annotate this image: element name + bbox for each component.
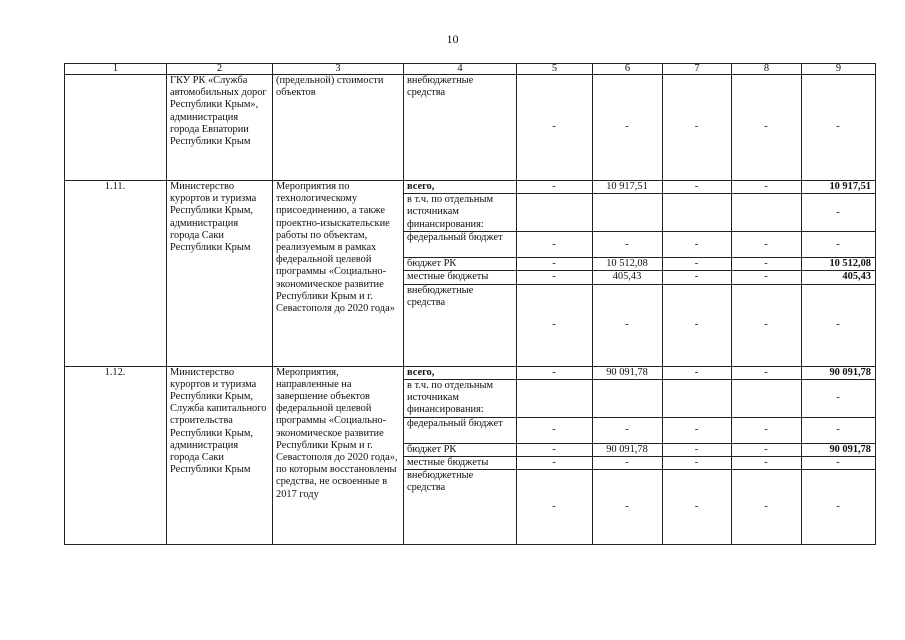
col-header-9: 9 xyxy=(802,64,876,75)
col-header-7: 7 xyxy=(663,64,732,75)
value-cell: - xyxy=(517,366,593,379)
measure-cell: (предельной) стоимости объектов xyxy=(273,75,404,181)
table-row xyxy=(65,181,876,194)
value-cell xyxy=(732,194,802,232)
table-row xyxy=(65,75,876,181)
value-cell: - xyxy=(732,75,802,181)
value-cell xyxy=(517,194,593,232)
value-cell: 90 091,78 xyxy=(593,443,663,456)
value-cell xyxy=(593,379,663,417)
value-cell: - xyxy=(732,457,802,470)
value-cell: - xyxy=(732,258,802,271)
source-label: в т.ч. по отдельным источникам финансирования: xyxy=(404,194,517,232)
value-cell: - xyxy=(517,470,593,545)
value-cell: - xyxy=(732,366,802,379)
value-cell: - xyxy=(517,75,593,181)
col-header-8: 8 xyxy=(732,64,802,75)
measure-cell: Мероприятия по технологическому присоединению, а также проектно-изыскательские работы по объектам, реализуемым в рамках федеральной целевой программы «Социально-экономическое развитие Республики Крым и г. Севастополя до 2020 года» xyxy=(273,181,404,367)
value-cell: - xyxy=(663,75,732,181)
value-cell: - xyxy=(593,284,663,366)
value-cell: - xyxy=(517,258,593,271)
value-cell: 405,43 xyxy=(593,271,663,284)
value-cell: - xyxy=(663,284,732,366)
value-cell xyxy=(663,194,732,232)
value-cell: 10 512,08 xyxy=(802,258,876,271)
value-cell: 10 512,08 xyxy=(593,258,663,271)
value-cell xyxy=(593,194,663,232)
source-label: внебюджетные средства xyxy=(404,284,517,366)
value-cell: - xyxy=(732,470,802,545)
value-cell: - xyxy=(802,194,876,232)
col-header-6: 6 xyxy=(593,64,663,75)
source-label: бюджет РК xyxy=(404,443,517,456)
row-number: 1.12. xyxy=(65,366,167,545)
value-cell: - xyxy=(517,284,593,366)
value-cell: - xyxy=(517,443,593,456)
measure-cell: Мероприятия, направленные на завершение объектов федеральной целевой программы «Социально-экономическое развитие Республики Крым и г. Севастополя до 2020 года», по которым восстановлены средства, не освоенные в 2017 году xyxy=(273,366,404,545)
source-label: всего, xyxy=(404,181,517,194)
value-cell xyxy=(663,379,732,417)
executor-cell: Министерство курортов и туризма Республики Крым, Служба капитального строительства Республики Крым, администрация города Саки Республики Крым xyxy=(167,366,273,545)
page-number: 10 xyxy=(446,32,459,46)
value-cell: - xyxy=(593,457,663,470)
value-cell: - xyxy=(517,457,593,470)
value-cell: - xyxy=(732,271,802,284)
value-cell: - xyxy=(802,379,876,417)
value-cell: - xyxy=(802,457,876,470)
value-cell: - xyxy=(593,470,663,545)
value-cell: - xyxy=(517,417,593,443)
value-cell: - xyxy=(593,75,663,181)
value-cell: 90 091,78 xyxy=(593,366,663,379)
value-cell: 10 917,51 xyxy=(802,181,876,194)
value-cell: 90 091,78 xyxy=(802,443,876,456)
value-cell: - xyxy=(732,181,802,194)
value-cell xyxy=(517,379,593,417)
value-cell: - xyxy=(593,232,663,258)
value-cell: - xyxy=(732,284,802,366)
value-cell: - xyxy=(732,232,802,258)
value-cell: - xyxy=(802,284,876,366)
executor-cell: Министерство курортов и туризма Республики Крым, администрация города Саки Республики Крым xyxy=(167,181,273,367)
value-cell: - xyxy=(663,457,732,470)
value-cell: - xyxy=(517,271,593,284)
col-header-4: 4 xyxy=(404,64,517,75)
source-label: бюджет РК xyxy=(404,258,517,271)
table-row xyxy=(65,366,876,379)
value-cell: - xyxy=(802,75,876,181)
value-cell: 405,43 xyxy=(802,271,876,284)
col-header-5: 5 xyxy=(517,64,593,75)
value-cell: - xyxy=(663,417,732,443)
source-label: внебюджетные средства xyxy=(404,470,517,545)
col-header-2: 2 xyxy=(167,64,273,75)
col-header-1: 1 xyxy=(65,64,167,75)
row-number xyxy=(65,75,167,181)
value-cell: - xyxy=(663,443,732,456)
header-row xyxy=(65,64,876,75)
value-cell: - xyxy=(802,470,876,545)
value-cell: - xyxy=(663,271,732,284)
value-cell: - xyxy=(663,258,732,271)
value-cell: - xyxy=(517,232,593,258)
value-cell: - xyxy=(802,417,876,443)
source-label: местные бюджеты xyxy=(404,457,517,470)
value-cell xyxy=(732,379,802,417)
value-cell: - xyxy=(517,181,593,194)
source-label: федеральный бюджет xyxy=(404,417,517,443)
value-cell: 90 091,78 xyxy=(802,366,876,379)
value-cell: 10 917,51 xyxy=(593,181,663,194)
value-cell: - xyxy=(663,366,732,379)
value-cell: - xyxy=(663,232,732,258)
value-cell: - xyxy=(802,232,876,258)
source-label: в т.ч. по отдельным источникам финансирования: xyxy=(404,379,517,417)
col-header-3: 3 xyxy=(273,64,404,75)
value-cell: - xyxy=(732,443,802,456)
row-number: 1.11. xyxy=(65,181,167,367)
source-label: местные бюджеты xyxy=(404,271,517,284)
value-cell: - xyxy=(663,470,732,545)
executor-cell: ГКУ РК «Служба автомобильных дорог Республики Крым», администрация города Евпатории Республики Крым xyxy=(167,75,273,181)
value-cell: - xyxy=(593,417,663,443)
source-label: федеральный бюджет xyxy=(404,232,517,258)
source-label: внебюджетные средства xyxy=(404,75,517,181)
value-cell: - xyxy=(663,181,732,194)
source-label: всего, xyxy=(404,366,517,379)
value-cell: - xyxy=(732,417,802,443)
budget-table xyxy=(64,63,876,545)
